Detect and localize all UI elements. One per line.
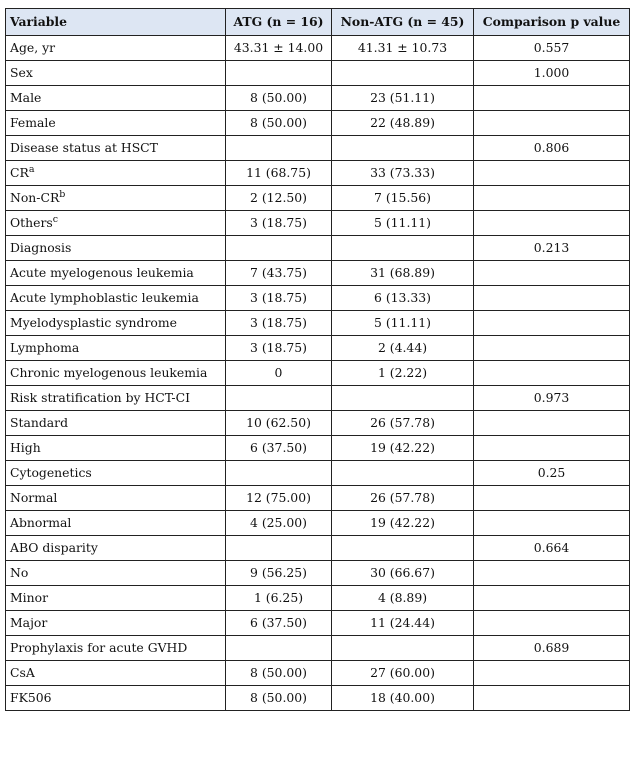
- cell-variable: [6, 586, 226, 611]
- table-row: [6, 361, 630, 386]
- cell-p-value: [474, 186, 630, 211]
- table-row: [6, 161, 630, 186]
- variable-label: No: [10, 565, 29, 580]
- table-row: [6, 636, 630, 661]
- cell-variable: [6, 661, 226, 686]
- cell-variable: [6, 686, 226, 711]
- cell-p-value: [474, 261, 630, 286]
- cell-variable: [6, 536, 226, 561]
- cell-non-atg: 41.31 ± 10.73: [332, 36, 474, 61]
- cell-p-value: [474, 161, 630, 186]
- cell-variable: [6, 36, 226, 61]
- cell-p-value: [474, 336, 630, 361]
- cell-p-value: [474, 361, 630, 386]
- cell-non-atg: 23 (51.11): [332, 86, 474, 111]
- cell-atg: 8 (50.00): [226, 661, 332, 686]
- cell-non-atg: 33 (73.33): [332, 161, 474, 186]
- cell-non-atg: 6 (13.33): [332, 286, 474, 311]
- cell-non-atg: 11 (24.44): [332, 611, 474, 636]
- cell-p-value: [474, 411, 630, 436]
- table-row: [6, 186, 630, 211]
- cell-p-value: [474, 436, 630, 461]
- cell-atg: 9 (56.25): [226, 561, 332, 586]
- cell-atg: [226, 536, 332, 561]
- cell-variable: [6, 561, 226, 586]
- variable-label: Cytogenetics: [10, 465, 92, 480]
- table-row: [6, 436, 630, 461]
- cell-atg: [226, 61, 332, 86]
- cell-atg: 4 (25.00): [226, 511, 332, 536]
- cell-non-atg: 5 (11.11): [332, 311, 474, 336]
- cell-p-value: 0.664: [474, 536, 630, 561]
- cell-non-atg: [332, 236, 474, 261]
- table-header: [6, 9, 630, 36]
- cell-p-value: [474, 661, 630, 686]
- table-row: [6, 261, 630, 286]
- header-non-atg: Non-ATG (n = 45): [332, 9, 474, 36]
- cell-non-atg: 1 (2.22): [332, 361, 474, 386]
- cell-non-atg: 22 (48.89): [332, 111, 474, 136]
- table-row: [6, 86, 630, 111]
- table-row: [6, 686, 630, 711]
- variable-label: Non-CR: [10, 190, 60, 205]
- cell-variable: [6, 261, 226, 286]
- variable-label: FK506: [10, 690, 52, 705]
- cell-non-atg: 5 (11.11): [332, 211, 474, 236]
- cell-non-atg: 19 (42.22): [332, 511, 474, 536]
- table-row: [6, 61, 630, 86]
- cell-p-value: [474, 511, 630, 536]
- cell-atg: 6 (37.50): [226, 436, 332, 461]
- cell-p-value: 0.806: [474, 136, 630, 161]
- variable-label: High: [10, 440, 41, 455]
- variable-label: Risk stratification by HCT-CI: [10, 390, 190, 405]
- table-row: [6, 111, 630, 136]
- cell-non-atg: 27 (60.00): [332, 661, 474, 686]
- variable-label: Lymphoma: [10, 340, 80, 355]
- variable-label: Others: [10, 215, 53, 230]
- table-row: [6, 586, 630, 611]
- table-row: [6, 211, 630, 236]
- cell-non-atg: 4 (8.89): [332, 586, 474, 611]
- cell-variable: [6, 186, 226, 211]
- footnote-marker: c: [52, 214, 59, 225]
- cell-atg: 8 (50.00): [226, 86, 332, 111]
- variable-label: Normal: [10, 490, 58, 505]
- cell-atg: [226, 236, 332, 261]
- cell-p-value: [474, 111, 630, 136]
- cell-non-atg: 7 (15.56): [332, 186, 474, 211]
- variable-label: Acute myelogenous leukemia: [10, 265, 194, 280]
- table-row: [6, 236, 630, 261]
- cell-p-value: [474, 486, 630, 511]
- cell-p-value: 1.000: [474, 61, 630, 86]
- cell-non-atg: [332, 461, 474, 486]
- variable-label: Acute lymphoblastic leukemia: [10, 290, 199, 305]
- variable-label: Female: [10, 115, 56, 130]
- variable-label: Prophylaxis for acute GVHD: [10, 640, 188, 655]
- cell-atg: 10 (62.50): [226, 411, 332, 436]
- cell-variable: [6, 111, 226, 136]
- cell-p-value: 0.213: [474, 236, 630, 261]
- variable-label: CsA: [10, 665, 35, 680]
- cell-non-atg: [332, 136, 474, 161]
- table-row: [6, 136, 630, 161]
- variable-label: Age, yr: [10, 40, 56, 55]
- cell-p-value: [474, 561, 630, 586]
- cell-variable: [6, 336, 226, 361]
- cell-variable: [6, 136, 226, 161]
- cell-variable: [6, 436, 226, 461]
- cell-variable: [6, 411, 226, 436]
- table-row: [6, 286, 630, 311]
- variable-label: Diagnosis: [10, 240, 72, 255]
- cell-atg: 3 (18.75): [226, 211, 332, 236]
- footnote-marker: a: [28, 164, 35, 175]
- footnote-marker: b: [59, 189, 66, 200]
- variable-label: Sex: [10, 65, 33, 80]
- header-p-value: Comparison p value: [474, 9, 630, 36]
- cell-variable: [6, 611, 226, 636]
- table-row: [6, 511, 630, 536]
- cell-atg: 3 (18.75): [226, 286, 332, 311]
- cell-p-value: [474, 286, 630, 311]
- cell-non-atg: 18 (40.00): [332, 686, 474, 711]
- cell-non-atg: [332, 61, 474, 86]
- table-row: [6, 461, 630, 486]
- table-row: [6, 561, 630, 586]
- variable-label: Chronic myelogenous leukemia: [10, 365, 208, 380]
- cell-non-atg: 26 (57.78): [332, 486, 474, 511]
- variable-label: Myelodysplastic syndrome: [10, 315, 177, 330]
- cell-atg: 8 (50.00): [226, 686, 332, 711]
- variable-label: Male: [10, 90, 42, 105]
- cell-non-atg: [332, 386, 474, 411]
- cell-p-value: 0.25: [474, 461, 630, 486]
- cell-non-atg: 26 (57.78): [332, 411, 474, 436]
- variable-label: Minor: [10, 590, 49, 605]
- cell-p-value: [474, 611, 630, 636]
- cell-variable: [6, 361, 226, 386]
- cell-atg: 12 (75.00): [226, 486, 332, 511]
- cell-variable: [6, 211, 226, 236]
- cell-atg: 0: [226, 361, 332, 386]
- cell-p-value: [474, 211, 630, 236]
- header-variable: Variable: [6, 9, 226, 36]
- table-row: [6, 336, 630, 361]
- cell-atg: 3 (18.75): [226, 311, 332, 336]
- variable-label: CR: [10, 165, 29, 180]
- header-atg: ATG (n = 16): [226, 9, 332, 36]
- cell-variable: [6, 461, 226, 486]
- table-row: [6, 536, 630, 561]
- variable-label: Disease status at HSCT: [10, 140, 158, 155]
- cell-atg: 11 (68.75): [226, 161, 332, 186]
- table-row: [6, 611, 630, 636]
- cell-atg: [226, 136, 332, 161]
- cell-variable: [6, 236, 226, 261]
- table-row: [6, 386, 630, 411]
- cell-variable: [6, 161, 226, 186]
- cell-non-atg: [332, 636, 474, 661]
- cell-variable: [6, 636, 226, 661]
- cell-p-value: [474, 586, 630, 611]
- variable-label: ABO disparity: [10, 540, 98, 555]
- cell-atg: 6 (37.50): [226, 611, 332, 636]
- cell-atg: 43.31 ± 14.00: [226, 36, 332, 61]
- cell-atg: 2 (12.50): [226, 186, 332, 211]
- cell-atg: [226, 461, 332, 486]
- cell-p-value: [474, 686, 630, 711]
- cell-atg: 8 (50.00): [226, 111, 332, 136]
- variable-label: Abnormal: [10, 515, 72, 530]
- cell-non-atg: [332, 536, 474, 561]
- table-row: [6, 661, 630, 686]
- cell-atg: 1 (6.25): [226, 586, 332, 611]
- cell-non-atg: 2 (4.44): [332, 336, 474, 361]
- cell-variable: [6, 386, 226, 411]
- table-row: [6, 311, 630, 336]
- cell-p-value: [474, 311, 630, 336]
- cell-p-value: 0.689: [474, 636, 630, 661]
- cell-atg: [226, 636, 332, 661]
- patient-characteristics-table: [5, 8, 630, 711]
- cell-variable: [6, 486, 226, 511]
- cell-p-value: 0.973: [474, 386, 630, 411]
- cell-non-atg: 19 (42.22): [332, 436, 474, 461]
- header-row: [6, 9, 630, 36]
- table-body: [6, 36, 630, 711]
- table-row: [6, 411, 630, 436]
- cell-variable: [6, 511, 226, 536]
- cell-variable: [6, 286, 226, 311]
- cell-variable: [6, 86, 226, 111]
- variable-label: Major: [10, 615, 48, 630]
- cell-non-atg: 31 (68.89): [332, 261, 474, 286]
- cell-non-atg: 30 (66.67): [332, 561, 474, 586]
- table-row: [6, 486, 630, 511]
- cell-p-value: 0.557: [474, 36, 630, 61]
- cell-variable: [6, 61, 226, 86]
- table-row: [6, 36, 630, 61]
- cell-variable: [6, 311, 226, 336]
- cell-atg: 3 (18.75): [226, 336, 332, 361]
- cell-atg: [226, 386, 332, 411]
- variable-label: Standard: [10, 415, 69, 430]
- cell-p-value: [474, 86, 630, 111]
- cell-atg: 7 (43.75): [226, 261, 332, 286]
